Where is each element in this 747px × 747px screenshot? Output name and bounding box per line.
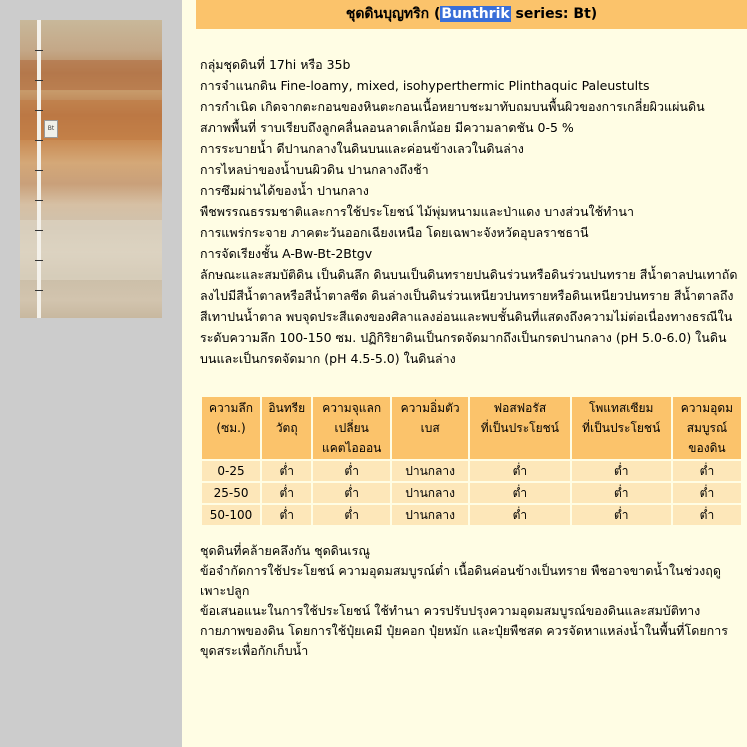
table-cell: ต่ำ (673, 483, 741, 503)
info-runoff: การไหลบ่าของน้ำบนผิวดิน ปานกลางถึงช้า (200, 162, 429, 177)
table-cell: ต่ำ (470, 483, 569, 503)
tape-tick (35, 110, 43, 111)
table-cell: ต่ำ (262, 461, 311, 481)
info-classification: การจำแนกดิน Fine-loamy, mixed, isohyperthermic Plinthaquic Paleustults (200, 78, 650, 93)
info-group: กลุ่มชุดดินที่ 17hi หรือ 35b (200, 57, 351, 72)
table-cell: ปานกลาง (392, 505, 468, 525)
table-cell: ต่ำ (470, 461, 569, 481)
tape-tick (35, 290, 43, 291)
tape-tick (35, 170, 43, 171)
photo-band (20, 60, 162, 90)
main-content (182, 0, 747, 747)
tape-tick (35, 80, 43, 81)
table-cell: ต่ำ (262, 505, 311, 525)
table-cell: ต่ำ (313, 505, 390, 525)
soil-properties-table (200, 395, 743, 527)
info-characteristics: ลักษณะและสมบัติดิน เป็นดินลึก ดินบนเป็นดินทรายปนดินร่วนหรือดินร่วนปนทราย สีน้ำตาลปนเทาถัดลงไปมีสีน้ำตาลหรือสีน้ำตาลซีด ดินล่างเป็นดินร่วนเหนียวปนทรายหรือดินเหนียวปนทราย สีน้ำตาลถึงสีเทาปนน้ำตาล พบจุดประสีแดงของศิลาแลงอ่อนและพบชั้นดินที่แสดงถึงความไม่ต่อเนื่องทางธรณีในระดับความลึก 100-150 ซม. ปฏิกิริยาดินเป็นกรดจัดมากถึงเป็นกรดปานกลาง (pH 5.0-6.0) ในดินบนและเป็นกรดจัดมาก (pH 4.5-5.0) ในดินล่าง (200, 267, 738, 366)
table-cell: 0-25 (202, 461, 260, 481)
title-suffix: series: Bt) (510, 6, 598, 22)
soil-description (200, 54, 740, 369)
table-row (202, 461, 741, 481)
photo-band (20, 100, 162, 140)
table-row (202, 483, 741, 503)
photo-band (20, 220, 162, 280)
info-distribution: การแพร่กระจาย ภาคตะวันออกเฉียงเหนือ โดยเฉพาะจังหวัดอุบลราชธานี (200, 225, 589, 240)
table-cell: 25-50 (202, 483, 260, 503)
usage-notes (200, 541, 740, 661)
left-sidebar (0, 0, 182, 747)
header-depth: ความลึก (ซม.) (202, 397, 260, 459)
soil-profile-photo (20, 20, 162, 318)
table-cell: 50-100 (202, 505, 260, 525)
tape-tick (35, 50, 43, 51)
table-cell: ต่ำ (673, 505, 741, 525)
table-cell: ปานกลาง (392, 483, 468, 503)
info-landform: สภาพพื้นที่ ราบเรียบถึงลูกคลื่นลอนลาดเล็กน้อย มีความลาดชัน 0-5 % (200, 120, 574, 135)
table-cell: ต่ำ (572, 505, 671, 525)
table-cell: ต่ำ (313, 483, 390, 503)
table-header-row (202, 397, 741, 459)
table-cell: ต่ำ (470, 505, 569, 525)
info-horizons: การจัดเรียงชั้น A-Bw-Bt-2Btgv (200, 246, 373, 261)
table-cell: ต่ำ (673, 461, 741, 481)
header-phosphorus: ฟอสฟอรัส ที่เป็นประโยชน์ (470, 397, 569, 459)
header-potassium: โพแทสเซียม ที่เป็นประโยชน์ (572, 397, 671, 459)
table-cell: ปานกลาง (392, 461, 468, 481)
info-origin: การกำเนิด เกิดจากตะกอนของหินตะกอนเนื้อหยาบชะมาทับถมบนพื้นผิวของการเกลี่ยผิวแผ่นดิน (200, 99, 705, 114)
info-permeability: การซึมผ่านได้ของน้ำ ปานกลาง (200, 183, 369, 198)
table-cell: ต่ำ (572, 483, 671, 503)
info-vegetation: พืชพรรณธรรมชาติและการใช้ประโยชน์ ไม้พุ่มหนามและป่าแดง บางส่วนใช้ทำนา (200, 204, 634, 219)
measuring-tape (37, 20, 41, 318)
tape-tick (35, 200, 43, 201)
table-cell: ต่ำ (313, 461, 390, 481)
table-cell: ต่ำ (262, 483, 311, 503)
header-fertility: ความอุดม สมบูรณ์ ของดิน (673, 397, 741, 459)
table-row (202, 505, 741, 525)
info-drainage: การระบายน้ำ ดีปานกลางในดินบนและค่อนข้างเลวในดินล่าง (200, 141, 524, 156)
header-base-saturation: ความอิ่มตัว เบส (392, 397, 468, 459)
usage-limitations: ข้อจำกัดการใช้ประโยชน์ ความอุดมสมบูรณ์ต่ำ เนื้อดินค่อนข้างเป็นทราย พืชอาจขาดน้ำในช่วงฤดูเพาะปลูก (200, 563, 721, 598)
tape-tick (35, 230, 43, 231)
tape-tick (35, 260, 43, 261)
header-organic-matter: อินทรีย วัตถุ (262, 397, 311, 459)
page-title (196, 0, 747, 29)
tape-tick (35, 140, 43, 141)
header-cec: ความจุแลก เปลี่ยน แคตไอออน (313, 397, 390, 459)
table-cell: ต่ำ (572, 461, 671, 481)
horizon-tag: Bt (44, 120, 58, 138)
title-prefix: ชุดดินบุญทริก ( (345, 6, 441, 22)
similar-series: ชุดดินที่คล้ายคลึงกัน ชุดดินเรณู (200, 543, 370, 558)
usage-recommendations: ข้อเสนอแนะในการใช้ประโยชน์ ใช้ทำนา ควรปรับปรุงความอุดมสมบูรณ์ของดินและสมบัติทางกายภาพของดิน โดยการใช้ปุ๋ยเคมี ปุ๋ยคอก ปุ๋ยหมัก และปุ๋ยพืชสด ควรจัดหาแหล่งน้ำในพื้นที่โดยการขุดสระเพื่อกักเก็บน้ำ (200, 603, 728, 658)
title-highlight: Bunthrik (441, 6, 510, 22)
